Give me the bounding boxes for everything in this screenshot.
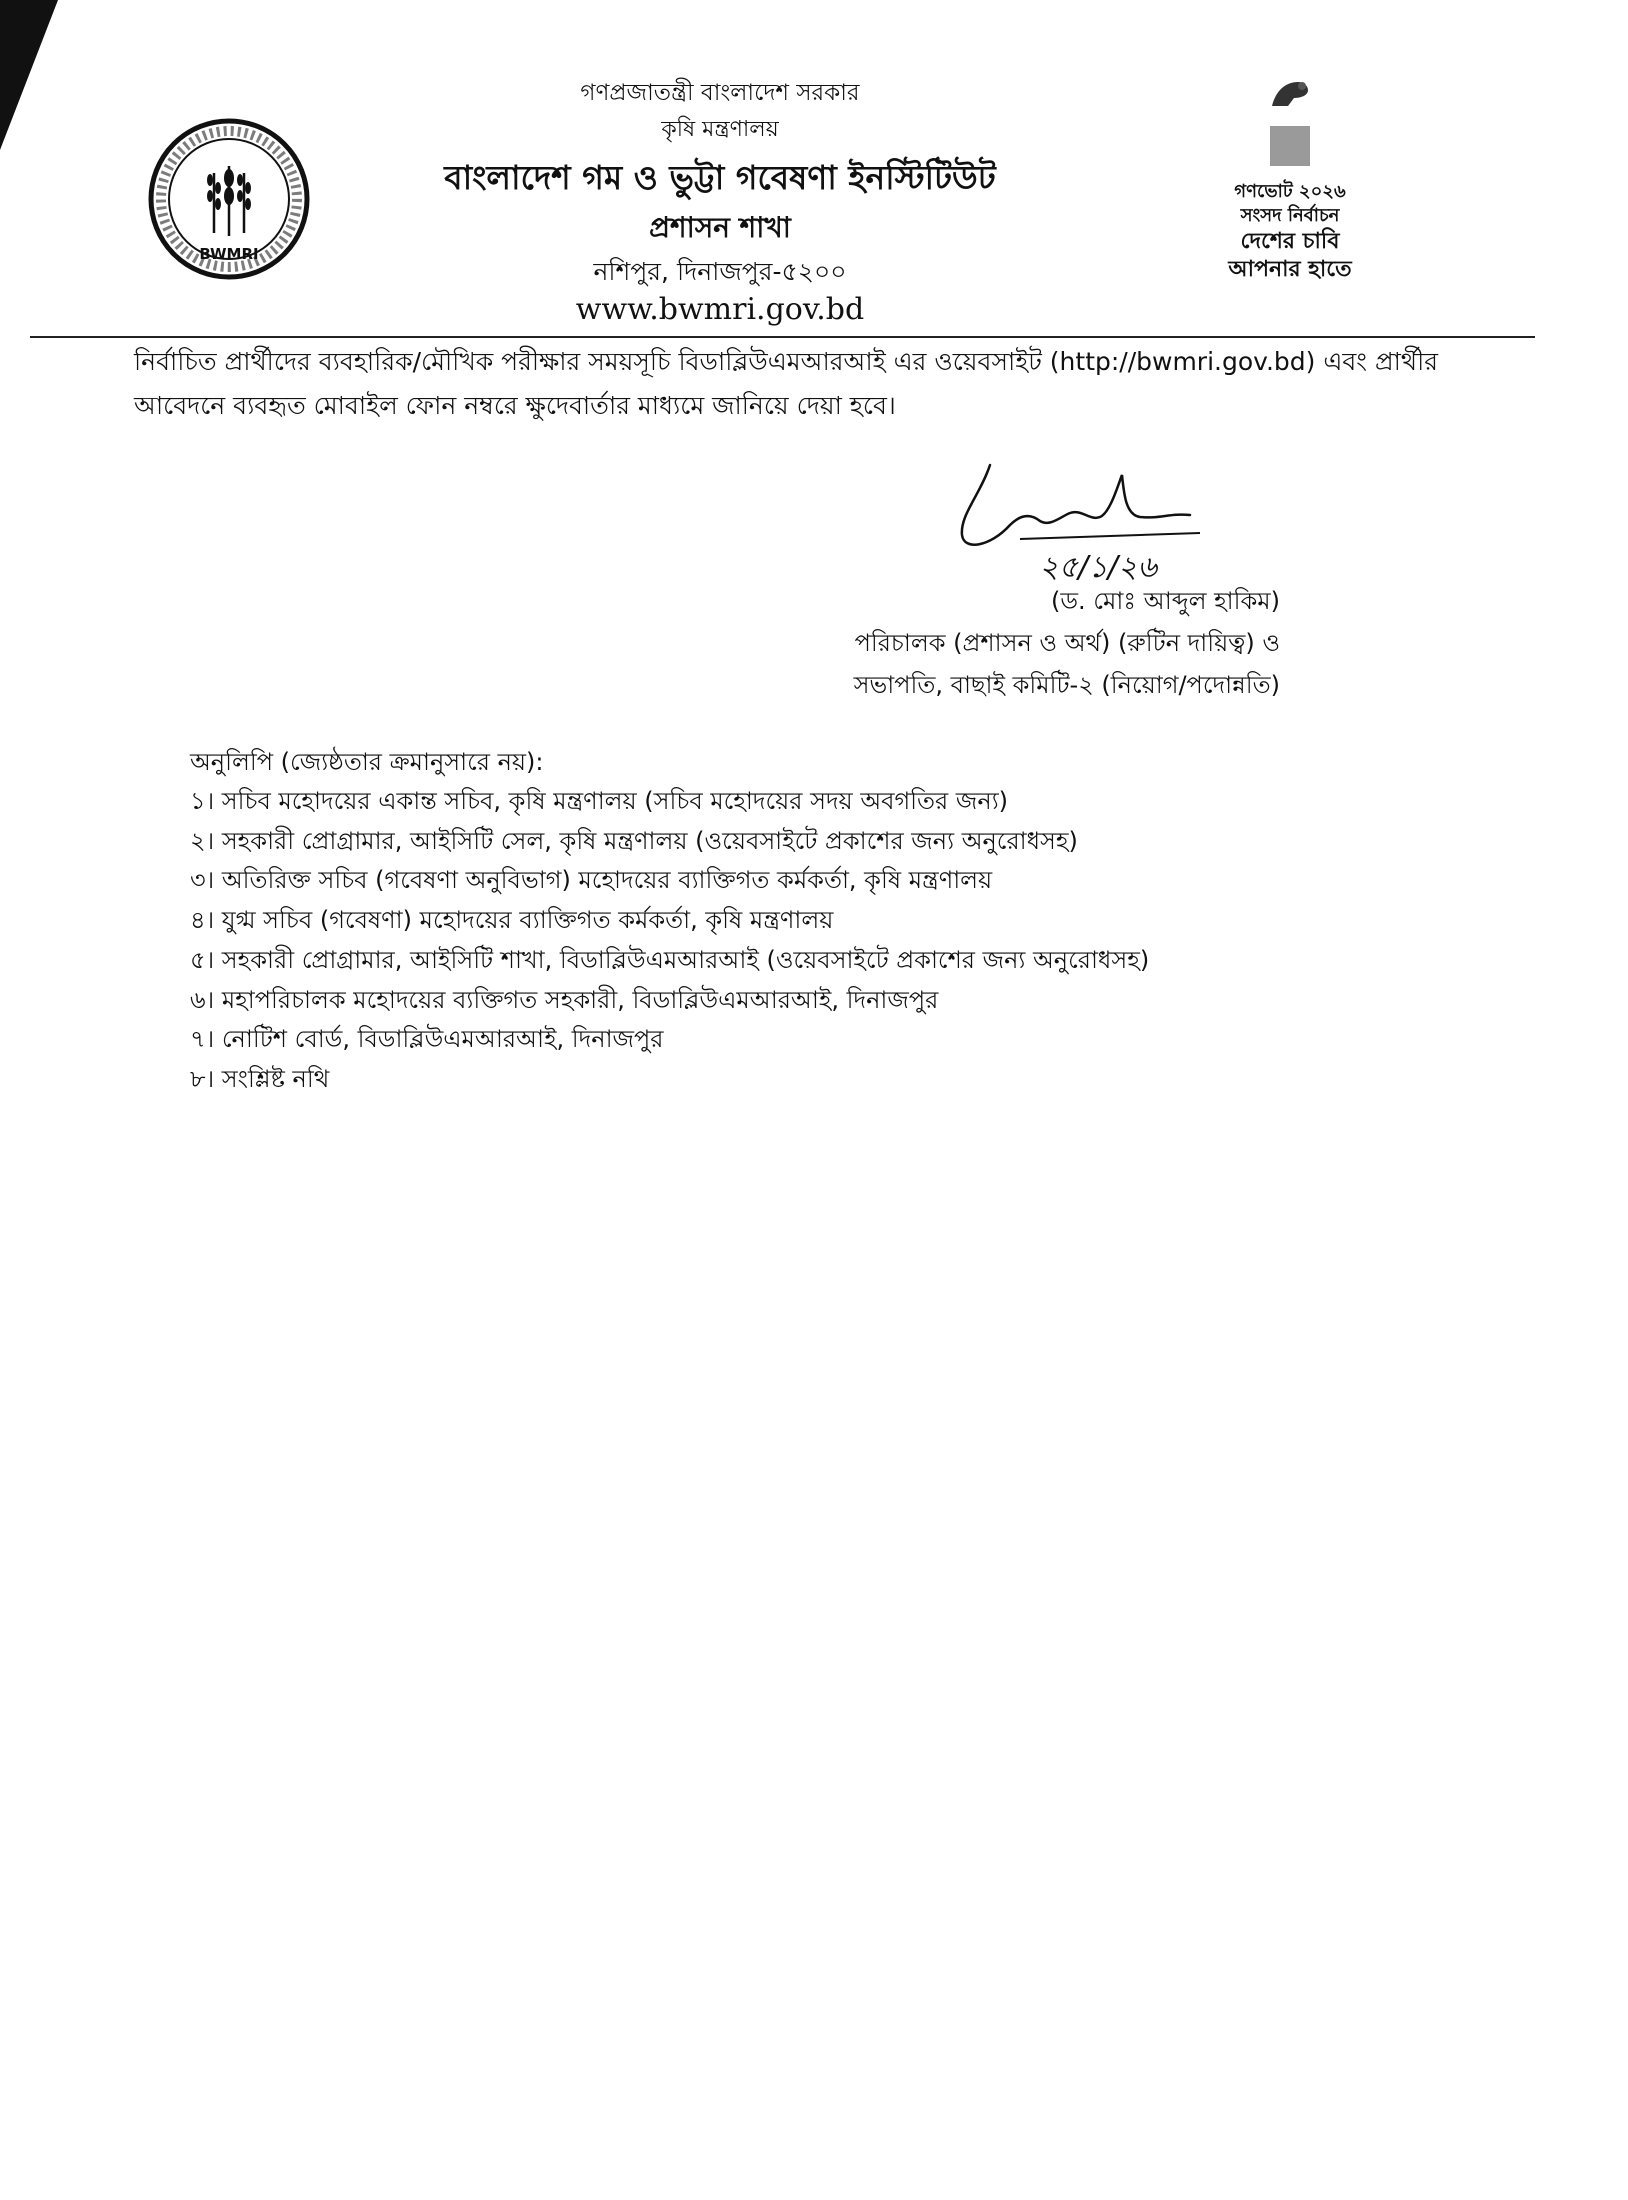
copies-section [190, 742, 1290, 1100]
bwmri-logo-icon [148, 118, 310, 280]
header-government: গণপ্রজাতন্ত্রী বাংলাদেশ সরকার [580, 80, 860, 106]
election-slogan-line2: আপনার হাতে [1228, 257, 1352, 282]
header-website: www.bwmri.gov.bd [575, 292, 865, 327]
header-branch: প্রশাসন শাখা [649, 211, 791, 244]
logo-text: BWMRI [199, 245, 259, 263]
copy-item: ৮। সংশ্লিষ্ট নথি [190, 1064, 330, 1093]
copies-list [190, 782, 1290, 1100]
election-mark-square [1270, 126, 1310, 166]
election-badge [1210, 76, 1370, 284]
copy-item: ৭। নোটিশ বোর্ড, বিডাব্লিউএমআরআই, দিনাজপুর [190, 1025, 664, 1054]
header-divider [30, 336, 1535, 338]
ballot-hand-icon [1268, 76, 1312, 112]
election-subtitle: সংসদ নির্বাচন [1240, 205, 1340, 226]
signature-date: ২৫/১/২৬ [1039, 550, 1157, 585]
election-slogan-line1: দেশের চাবি [1240, 229, 1340, 254]
copy-item: ৫। সহকারী প্রোগ্রামার, আইসিটি শাখা, বিডাব্লিউএমআরআই (ওয়েবসাইটে প্রকাশের জন্য অনুরোধসহ) [190, 945, 1150, 974]
copy-item: ১। সচিব মহোদয়ের একান্ত সচিব, কৃষি মন্ত্রণালয় (সচিব মহোদয়ের সদয় অবগতির জন্য) [190, 787, 1009, 815]
signatory-designation-2: সভাপতি, বাছাই কমিটি-২ (নিয়োগ/পদোন্নতি) [853, 671, 1280, 699]
header-address: নশিপুর, দিনাজপুর-৫২০০ [593, 257, 847, 286]
header-institute: বাংলাদেশ গম ও ভুট্টা গবেষণা ইনস্টিটিউট [444, 158, 996, 197]
election-title: গণভোট ২০২৬ [1234, 181, 1346, 202]
signatory-designation-1: পরিচালক (প্রশাসন ও অর্থ) (রুটিন দায়িত্ব) ও [854, 629, 1280, 657]
copies-heading: অনুলিপি (জ্যেষ্ঠতার ক্রমানুসারে নয়): [190, 748, 544, 776]
notice-paragraph: নির্বাচিত প্রার্থীদের ব্যবহারিক/মৌখিক পরীক্ষার সময়সূচি বিডাব্লিউএমআরআই এর ওয়েবসাইট (http://bwmri.gov.bd) এবং প্রার্থীর আবেদনে ব্যবহৃত মোবাইল ফোন নম্বরে ক্ষুদেবার্তার মাধ্যমে জানিয়ে দেয়া হবে। [134, 347, 1439, 420]
header-ministry: কৃষি মন্ত্রণালয় [661, 117, 779, 142]
copy-item: ২। সহকারী প্রোগ্রামার, আইসিটি সেল, কৃষি মন্ত্রণালয় (ওয়েবসাইটে প্রকাশের জন্য অনুরোধসহ) [190, 826, 1078, 855]
copy-item: ৩। অতিরিক্ত সচিব (গবেষণা অনুবিভাগ) মহোদয়ের ব্যাক্তিগত কর্মকর্তা, কৃষি মন্ত্রণালয় [190, 866, 993, 895]
copy-item: ৬। মহাপরিচালক মহোদয়ের ব্যক্তিগত সহকারী, বিডাব্লিউএমআরআই, দিনাজপুর [190, 985, 939, 1014]
signatory-block [810, 580, 1280, 706]
scan-corner-shadow [0, 0, 58, 150]
copy-item: ৪। যুগ্ম সচিব (গবেষণা) মহোদয়ের ব্যাক্তিগত কর্মকর্তা, কৃষি মন্ত্রণালয় [190, 906, 834, 935]
signatory-name: (ড. মোঃ আব্দুল হাকিম) [1050, 587, 1280, 615]
signature [950, 455, 1250, 595]
